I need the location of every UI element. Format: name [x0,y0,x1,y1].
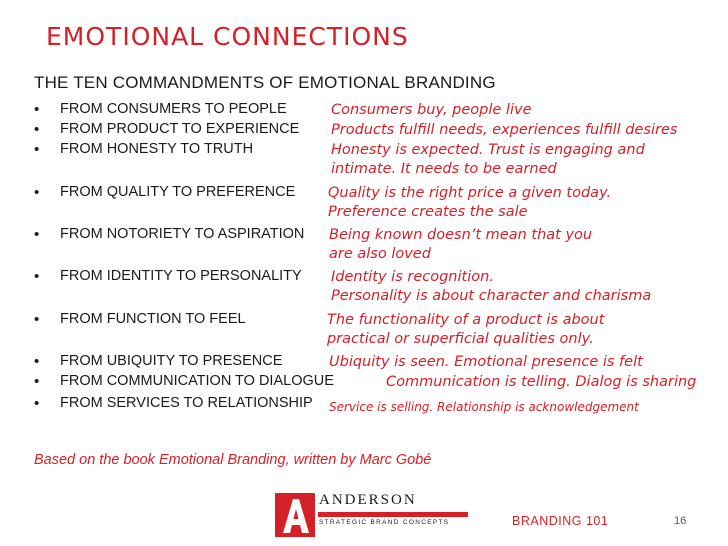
description-line: Identity is recognition. [331,269,494,285]
description-line: Personality is about character and charisma [331,288,652,304]
bullet-icon: • [34,395,40,412]
description-line: Honesty is expected. Trust is engaging and [331,142,645,158]
commandment-description [327,311,604,349]
commandment-description [329,398,639,417]
source-note: Based on the book Emotional Branding, written by Marc Gobé [34,452,432,468]
commandment-description [386,373,696,392]
description-line: practical or superficial qualities only. [327,331,594,347]
commandment-description [331,101,532,120]
commandment-description [329,226,592,264]
logo-name: ANDERSON [319,492,417,508]
commandment-description [329,353,643,372]
page-subtitle: THE TEN COMMANDMENTS OF EMOTIONAL BRANDING [34,73,496,92]
bullet-icon: • [34,268,40,285]
commandment-description [328,184,611,222]
description-line: Products fulfill needs, experiences fulfill desires [331,122,678,138]
logo-bar [318,512,468,517]
description-line: Being known doesn’t mean that you [329,227,593,243]
anderson-logo [275,493,475,537]
commandment-principle: FROM CONSUMERS TO PEOPLE [60,101,287,117]
footer-label: BRANDING 101 [512,514,609,528]
commandment-principle: FROM FUNCTION TO FEEL [60,311,246,327]
bullet-icon: • [34,353,40,370]
bullet-icon: • [34,373,40,390]
description-line: Consumers buy, people live [331,102,532,118]
bullet-icon: • [34,311,40,328]
description-line: Communication is telling. Dialog is sharing [386,374,697,390]
page-number: 16 [674,515,687,527]
commandment-principle: FROM PRODUCT TO EXPERIENCE [60,121,300,137]
bullet-icon: • [34,121,40,138]
bullet-icon: • [34,184,40,201]
bullet-icon: • [34,141,40,158]
commandment-principle: FROM IDENTITY TO PERSONALITY [60,268,302,284]
commandment-principle: FROM HONESTY TO TRUTH [60,141,254,157]
anderson-logo-mark-icon [275,493,315,537]
description-line: Quality is the right price a given today. [328,185,612,201]
commandment-description [331,121,677,140]
commandment-principle: FROM QUALITY TO PREFERENCE [60,184,296,200]
commandment-principle: FROM UBIQUITY TO PRESENCE [60,353,283,369]
commandment-description [331,141,645,179]
description-line: Service is selling. Relationship is acknowledgement [329,400,639,414]
bullet-icon: • [34,226,40,243]
description-line: are also loved [329,246,431,262]
commandment-description [331,268,651,306]
logo-tagline: STRATEGIC BRAND CONCEPTS [319,519,450,526]
bullet-icon: • [34,101,40,118]
page-title: EMOTIONAL CONNECTIONS [46,22,409,51]
description-line: Ubiquity is seen. Emotional presence is felt [329,354,643,370]
commandment-principle: FROM SERVICES TO RELATIONSHIP [60,395,313,411]
commandment-principle: FROM COMMUNICATION TO DIALOGUE [60,373,334,389]
description-line: intimate. It needs to be earned [331,161,557,177]
description-line: Preference creates the sale [328,204,528,220]
description-line: The functionality of a product is about [327,312,605,328]
commandment-principle: FROM NOTORIETY TO ASPIRATION [60,226,305,242]
